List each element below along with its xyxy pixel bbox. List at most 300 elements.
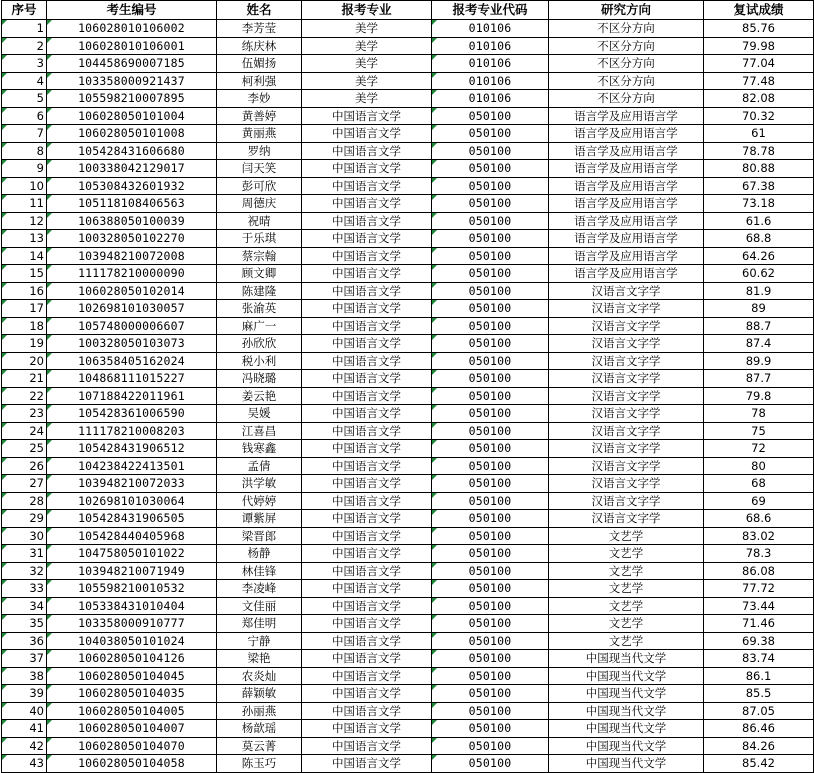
table-row [2,195,814,213]
cell-major: 中国语言文学 [302,510,432,528]
cell-name: 周德庆 [217,195,302,213]
cell-candidate-id: 106028050104126 [47,650,217,668]
cell-candidate-id: 105118108406563 [47,195,217,213]
cell-candidate-id: 104038050101024 [47,632,217,650]
cell-major: 美学 [302,55,432,73]
cell-candidate-id: 105748000006607 [47,317,217,335]
cell-index: 24 [2,422,47,440]
cell-major: 中国语言文学 [302,160,432,178]
cell-name: 冯晓璐 [217,370,302,388]
cell-major-code: 010106 [432,55,549,73]
cell-direction: 汉语言文字学 [549,440,704,458]
cell-major: 中国语言文学 [302,282,432,300]
cell-major-code: 010106 [432,20,549,38]
cell-direction: 汉语言文字学 [549,475,704,493]
cell-index: 14 [2,247,47,265]
cell-name: 文佳丽 [217,597,302,615]
cell-major: 中国语言文学 [302,352,432,370]
cell-direction: 语言学及应用语言学 [549,107,704,125]
cell-major-code: 050100 [432,247,549,265]
cell-direction: 文艺学 [549,545,704,563]
cell-name: 张渝英 [217,300,302,318]
cell-index: 38 [2,667,47,685]
cell-index: 36 [2,632,47,650]
cell-score: 67.38 [704,177,814,195]
cell-direction: 中国现当代文学 [549,720,704,738]
cell-direction: 不区分方向 [549,90,704,108]
cell-candidate-id: 105308432601932 [47,177,217,195]
cell-major-code: 050100 [432,300,549,318]
cell-index: 31 [2,545,47,563]
cell-score: 85.5 [704,685,814,703]
header-major-code: 报考专业代码 [432,1,549,20]
cell-direction: 汉语言文字学 [549,457,704,475]
cell-major-code: 050100 [432,107,549,125]
table-row [2,492,814,510]
cell-candidate-id: 103948210071949 [47,562,217,580]
cell-name: 姜云艳 [217,387,302,405]
cell-score: 73.44 [704,597,814,615]
cell-index: 43 [2,755,47,773]
cell-candidate-id: 105428431606680 [47,142,217,160]
cell-direction: 语言学及应用语言学 [549,177,704,195]
table-row [2,177,814,195]
cell-direction: 不区分方向 [549,72,704,90]
cell-score: 89 [704,300,814,318]
cell-name: 杨歆瑶 [217,720,302,738]
cell-score: 75 [704,422,814,440]
cell-major-code: 050100 [432,177,549,195]
table-row [2,247,814,265]
cell-score: 83.74 [704,650,814,668]
cell-score: 79.98 [704,37,814,55]
cell-index: 40 [2,702,47,720]
cell-name: 黄善婷 [217,107,302,125]
cell-direction: 中国现当代文学 [549,755,704,773]
cell-index: 30 [2,527,47,545]
cell-name: 蔡宗翰 [217,247,302,265]
cell-major: 中国语言文学 [302,422,432,440]
cell-major: 中国语言文学 [302,177,432,195]
cell-direction: 汉语言文字学 [549,370,704,388]
cell-major: 中国语言文学 [302,580,432,598]
cell-name: 孙丽燕 [217,702,302,720]
cell-index: 15 [2,265,47,283]
cell-name: 谭紫屏 [217,510,302,528]
cell-direction: 不区分方向 [549,55,704,73]
cell-name: 吴媛 [217,405,302,423]
cell-major-code: 010106 [432,37,549,55]
cell-name: 薛颖敏 [217,685,302,703]
cell-major: 中国语言文学 [302,492,432,510]
cell-score: 68 [704,475,814,493]
cell-direction: 文艺学 [549,580,704,598]
cell-major: 中国语言文学 [302,475,432,493]
score-table [1,0,814,773]
cell-score: 86.46 [704,720,814,738]
cell-index: 20 [2,352,47,370]
cell-direction: 中国现当代文学 [549,685,704,703]
table-row [2,545,814,563]
cell-candidate-id: 106028050102014 [47,282,217,300]
cell-index: 1 [2,20,47,38]
cell-index: 27 [2,475,47,493]
cell-major: 中国语言文学 [302,440,432,458]
cell-major-code: 050100 [432,387,549,405]
table-row [2,317,814,335]
table-row [2,527,814,545]
cell-direction: 中国现当代文学 [549,667,704,685]
cell-major-code: 050100 [432,422,549,440]
cell-major-code: 050100 [432,510,549,528]
cell-major-code: 010106 [432,90,549,108]
cell-name: 于乐琪 [217,230,302,248]
table-row [2,580,814,598]
cell-name: 杨静 [217,545,302,563]
cell-index: 22 [2,387,47,405]
cell-major: 中国语言文学 [302,212,432,230]
cell-direction: 中国现当代文学 [549,737,704,755]
cell-direction: 文艺学 [549,527,704,545]
cell-name: 祝晴 [217,212,302,230]
cell-name: 李芳莹 [217,20,302,38]
cell-major-code: 050100 [432,685,549,703]
cell-score: 84.26 [704,737,814,755]
cell-candidate-id: 102698101030064 [47,492,217,510]
cell-major-code: 050100 [432,265,549,283]
cell-name: 黄丽燕 [217,125,302,143]
cell-candidate-id: 106028010106001 [47,37,217,55]
header-major: 报考专业 [302,1,432,20]
cell-major-code: 050100 [432,230,549,248]
cell-name: 洪学敏 [217,475,302,493]
cell-major: 中国语言文学 [302,300,432,318]
table-row [2,650,814,668]
table-row [2,335,814,353]
cell-name: 郑佳明 [217,615,302,633]
cell-name: 罗纳 [217,142,302,160]
table-row [2,55,814,73]
cell-index: 33 [2,580,47,598]
cell-direction: 汉语言文字学 [549,405,704,423]
cell-index: 6 [2,107,47,125]
cell-name: 孙欣欣 [217,335,302,353]
cell-name: 林佳锋 [217,562,302,580]
cell-score: 68.6 [704,510,814,528]
cell-candidate-id: 106028050104035 [47,685,217,703]
cell-candidate-id: 103358000910777 [47,615,217,633]
cell-candidate-id: 111178210000090 [47,265,217,283]
table-row [2,352,814,370]
cell-major-code: 050100 [432,527,549,545]
table-row [2,125,814,143]
table-row [2,510,814,528]
cell-major-code: 050100 [432,370,549,388]
cell-index: 21 [2,370,47,388]
cell-name: 梁晋郎 [217,527,302,545]
cell-name: 税小利 [217,352,302,370]
cell-candidate-id: 104868111015227 [47,370,217,388]
cell-major: 中国语言文学 [302,685,432,703]
header-name: 姓名 [217,1,302,20]
cell-score: 87.05 [704,702,814,720]
cell-score: 72 [704,440,814,458]
cell-direction: 汉语言文字学 [549,492,704,510]
cell-score: 88.7 [704,317,814,335]
cell-name: 代婷婷 [217,492,302,510]
cell-direction: 汉语言文字学 [549,422,704,440]
table-row [2,387,814,405]
table-row [2,457,814,475]
table-row [2,300,814,318]
table-row [2,265,814,283]
cell-index: 9 [2,160,47,178]
cell-candidate-id: 106028050101008 [47,125,217,143]
cell-direction: 文艺学 [549,597,704,615]
cell-major: 美学 [302,37,432,55]
cell-candidate-id: 105598210007895 [47,90,217,108]
cell-major: 中国语言文学 [302,597,432,615]
cell-name: 宁静 [217,632,302,650]
cell-score: 86.1 [704,667,814,685]
cell-candidate-id: 105428431906512 [47,440,217,458]
cell-major-code: 050100 [432,212,549,230]
cell-major-code: 050100 [432,160,549,178]
cell-candidate-id: 105428440405968 [47,527,217,545]
cell-direction: 不区分方向 [549,37,704,55]
cell-major-code: 050100 [432,597,549,615]
cell-score: 64.26 [704,247,814,265]
cell-score: 71.46 [704,615,814,633]
cell-name: 陈建隆 [217,282,302,300]
cell-score: 70.32 [704,107,814,125]
cell-major-code: 050100 [432,335,549,353]
cell-major: 中国语言文学 [302,457,432,475]
cell-direction: 不区分方向 [549,20,704,38]
cell-name: 江喜昌 [217,422,302,440]
cell-name: 李妙 [217,90,302,108]
cell-direction: 语言学及应用语言学 [549,247,704,265]
cell-major-code: 010106 [432,72,549,90]
cell-major-code: 050100 [432,195,549,213]
cell-score: 68.8 [704,230,814,248]
cell-major-code: 050100 [432,720,549,738]
table-row [2,440,814,458]
cell-major-code: 050100 [432,492,549,510]
cell-name: 柯利强 [217,72,302,90]
table-row [2,370,814,388]
cell-candidate-id: 103948210072033 [47,475,217,493]
cell-score: 80.88 [704,160,814,178]
cell-score: 61.6 [704,212,814,230]
cell-name: 莫云菁 [217,737,302,755]
cell-index: 16 [2,282,47,300]
cell-candidate-id: 100328050102270 [47,230,217,248]
cell-direction: 汉语言文字学 [549,387,704,405]
cell-index: 3 [2,55,47,73]
cell-index: 23 [2,405,47,423]
table-row [2,632,814,650]
cell-major-code: 050100 [432,755,549,773]
cell-score: 78 [704,405,814,423]
cell-direction: 汉语言文字学 [549,300,704,318]
cell-direction: 语言学及应用语言学 [549,212,704,230]
cell-major-code: 050100 [432,475,549,493]
cell-index: 17 [2,300,47,318]
table-row [2,562,814,580]
cell-index: 32 [2,562,47,580]
cell-score: 78.3 [704,545,814,563]
cell-candidate-id: 102698101030057 [47,300,217,318]
cell-major-code: 050100 [432,125,549,143]
cell-direction: 汉语言文字学 [549,510,704,528]
cell-major-code: 050100 [432,317,549,335]
cell-direction: 语言学及应用语言学 [549,125,704,143]
cell-direction: 汉语言文字学 [549,317,704,335]
cell-name: 梁艳 [217,650,302,668]
cell-direction: 文艺学 [549,615,704,633]
cell-major-code: 050100 [432,667,549,685]
cell-candidate-id: 105598210010532 [47,580,217,598]
cell-major-code: 050100 [432,457,549,475]
cell-score: 61 [704,125,814,143]
cell-index: 18 [2,317,47,335]
cell-score: 60.62 [704,265,814,283]
cell-candidate-id: 106028050101004 [47,107,217,125]
cell-major: 美学 [302,72,432,90]
table-row [2,755,814,773]
cell-candidate-id: 104238422413501 [47,457,217,475]
table-row [2,107,814,125]
table-row [2,90,814,108]
table-row [2,737,814,755]
cell-candidate-id: 105428361006590 [47,405,217,423]
cell-index: 7 [2,125,47,143]
cell-major: 中国语言文学 [302,335,432,353]
cell-candidate-id: 106358405162024 [47,352,217,370]
cell-name: 顾文卿 [217,265,302,283]
table-row [2,720,814,738]
table-row [2,160,814,178]
table-row [2,667,814,685]
cell-index: 39 [2,685,47,703]
cell-major-code: 050100 [432,352,549,370]
cell-score: 86.08 [704,562,814,580]
cell-score: 87.4 [704,335,814,353]
cell-score: 79.8 [704,387,814,405]
cell-candidate-id: 106028010106002 [47,20,217,38]
cell-name: 钱寒鑫 [217,440,302,458]
cell-candidate-id: 106028050104070 [47,737,217,755]
cell-name: 闫天笑 [217,160,302,178]
cell-major: 中国语言文学 [302,247,432,265]
cell-major: 中国语言文学 [302,562,432,580]
cell-major-code: 050100 [432,562,549,580]
cell-score: 85.42 [704,755,814,773]
table-row [2,212,814,230]
table-row [2,282,814,300]
cell-index: 28 [2,492,47,510]
cell-candidate-id: 103358000921437 [47,72,217,90]
table-row [2,230,814,248]
cell-score: 80 [704,457,814,475]
cell-candidate-id: 100328050103073 [47,335,217,353]
cell-index: 5 [2,90,47,108]
cell-major-code: 050100 [432,282,549,300]
cell-direction: 中国现当代文学 [549,702,704,720]
cell-candidate-id: 103948210072008 [47,247,217,265]
cell-score: 78.78 [704,142,814,160]
cell-candidate-id: 104458690007185 [47,55,217,73]
cell-major: 中国语言文学 [302,615,432,633]
cell-index: 11 [2,195,47,213]
cell-name: 伍媚扬 [217,55,302,73]
cell-major: 中国语言文学 [302,265,432,283]
cell-major: 中国语言文学 [302,405,432,423]
cell-index: 29 [2,510,47,528]
cell-direction: 语言学及应用语言学 [549,230,704,248]
cell-major: 中国语言文学 [302,370,432,388]
cell-direction: 汉语言文字学 [549,335,704,353]
cell-major: 中国语言文学 [302,667,432,685]
cell-index: 37 [2,650,47,668]
cell-score: 77.04 [704,55,814,73]
cell-major: 中国语言文学 [302,650,432,668]
cell-index: 26 [2,457,47,475]
cell-index: 34 [2,597,47,615]
table-row [2,422,814,440]
cell-major: 中国语言文学 [302,527,432,545]
cell-direction: 语言学及应用语言学 [549,265,704,283]
cell-candidate-id: 106028050104045 [47,667,217,685]
cell-candidate-id: 105428431906505 [47,510,217,528]
cell-direction: 文艺学 [549,562,704,580]
table-row [2,20,814,38]
cell-candidate-id: 106028050104058 [47,755,217,773]
cell-candidate-id: 100338042129017 [47,160,217,178]
cell-index: 10 [2,177,47,195]
cell-index: 4 [2,72,47,90]
cell-index: 8 [2,142,47,160]
cell-score: 77.48 [704,72,814,90]
cell-major-code: 050100 [432,580,549,598]
table-row [2,72,814,90]
header-direction: 研究方向 [549,1,704,20]
cell-major: 中国语言文学 [302,230,432,248]
cell-major: 中国语言文学 [302,755,432,773]
header-index: 序号 [2,1,47,20]
cell-index: 13 [2,230,47,248]
cell-index: 25 [2,440,47,458]
cell-candidate-id: 106028050104005 [47,702,217,720]
cell-index: 42 [2,737,47,755]
cell-major: 中国语言文学 [302,387,432,405]
cell-candidate-id: 105338431010404 [47,597,217,615]
table-row [2,405,814,423]
cell-major: 中国语言文学 [302,125,432,143]
table-row [2,702,814,720]
cell-direction: 中国现当代文学 [549,650,704,668]
cell-name: 彭可欣 [217,177,302,195]
cell-score: 69 [704,492,814,510]
table-row [2,597,814,615]
cell-major: 美学 [302,20,432,38]
cell-score: 82.08 [704,90,814,108]
cell-direction: 语言学及应用语言学 [549,195,704,213]
cell-major: 美学 [302,90,432,108]
cell-candidate-id: 111178210008203 [47,422,217,440]
cell-score: 89.9 [704,352,814,370]
